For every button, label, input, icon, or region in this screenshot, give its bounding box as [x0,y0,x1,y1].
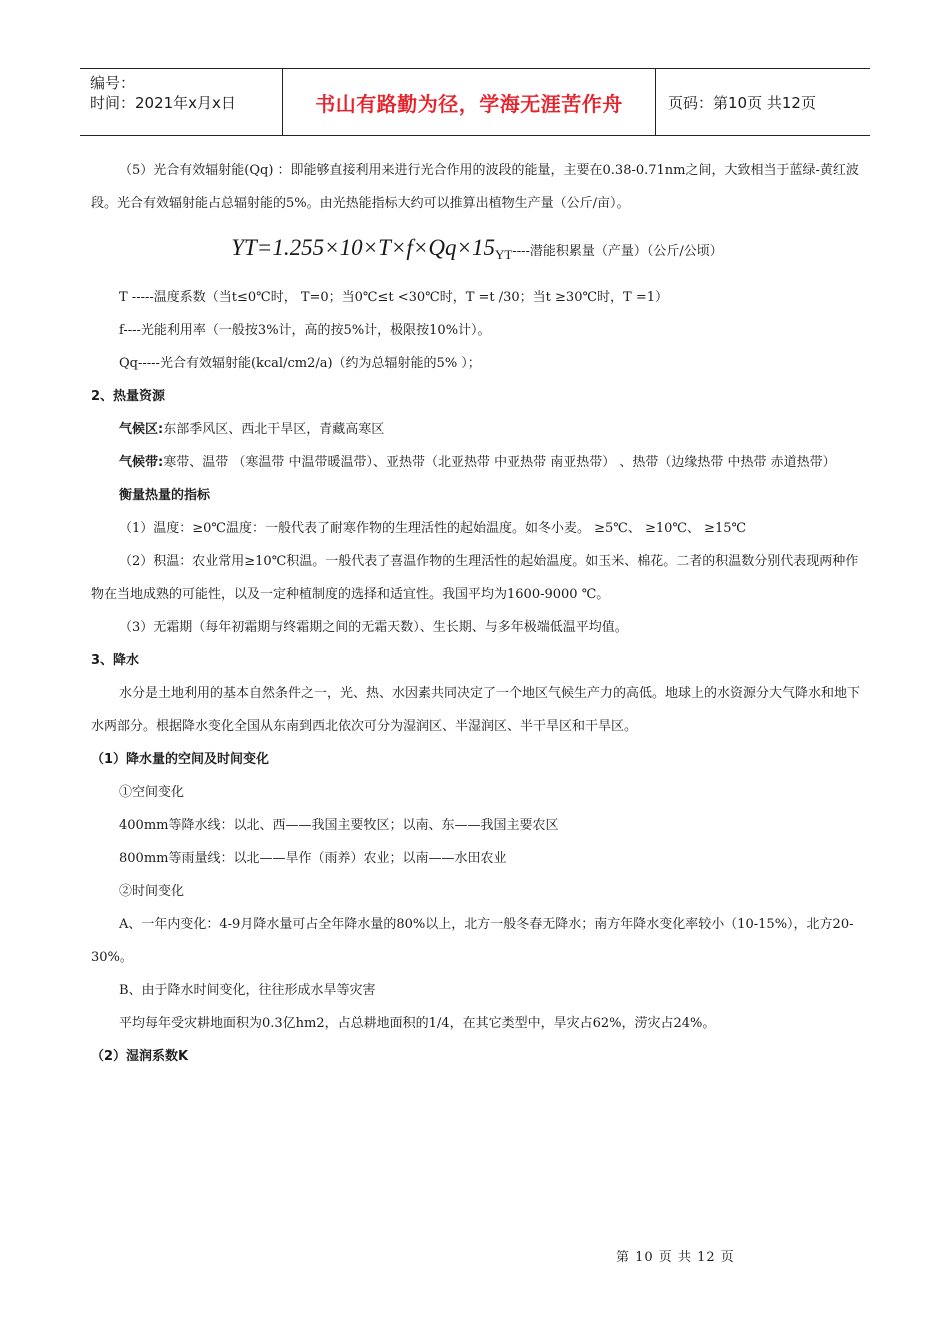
precipitation-intro: 水分是土地利用的基本自然条件之一，光、热、水因素共同决定了一个地区气候生产力的高低。地球上的水资源分大气降水和地下水两部分。根据降水变化全国从东南到西北依次可分为湿润区、半湿润区、半干旱区和干旱区。 [91,686,861,734]
page-footer: 第 10 页 共 12 页 [616,1250,735,1265]
f-definition: f----光能利用率（一般按3%计，高的按5%计，极限按10%计）。 [119,323,491,338]
climate-belt-label: 气候带: [119,455,164,470]
motto: 书山有路勤为径，学海无涯苦作舟 [282,69,656,135]
measure-frost-free: （3）无霜期（每年初霜期与终霜期之间的无霜天数）、生长期、与多年极端低温平均值。 [119,620,628,635]
header-table [80,68,870,136]
annual-variation: A、一年内变化：4-9月降水量可占全年降水量的80%以上，北方一般冬春无降水；南方年降水变化率较小（10-15%），北方20-30%。 [91,917,854,965]
paragraph-par: （5）光合有效辐射能(Qq) ：即能够直接利用来进行光合作用的波段的能量，主要在0.38-0.71nm之间，大致相当于蓝绿-黄红波段。光合有效辐射能占总辐射能的5%。由光热能指标大约可以推算出植物生产量（公斤/亩）。 [91,163,859,211]
heading-precipitation: 3、降水 [91,653,140,668]
climate-zone-label: 气候区: [119,422,164,437]
climate-zone-text: 东部季风区、西北干旱区，青藏高寒区 [163,422,385,437]
formula-subscript: YT [494,247,513,262]
time-label: 时间：2021年x月x日 [90,94,236,112]
climate-belt-text: 寒带、温带 （寒温带 中温带暖温带）、亚热带（北亚热带 中亚热带 南亚热带） 、热带（边缘热带 中热带 赤道热带） [163,455,836,470]
measure-accumulated-temp: （2）积温：农业常用≥10℃积温。一般代表了喜温作物的生理活性的起始温度。如玉米、棉花。二者的积温数分别代表现两种作物在当地成熟的可能性，以及一定种植制度的选择和适宜性。我国平均为1600-9000 ℃。 [91,554,859,602]
measure-temperature: （1）温度：≥0℃温度：一般代表了耐寒作物的生理活性的起始温度。如冬小麦。 ≥5℃、 ≥10℃、 ≥15℃ [119,521,747,536]
isohyet-800: 800mm等雨量线：以北——旱作（雨养）农业；以南——水田农业 [119,851,507,866]
document-body [91,154,863,1073]
climate-belt-line [91,446,863,479]
disaster-note: B、由于降水时间变化，往往形成水旱等灾害 [119,983,376,998]
climate-zone-line [91,413,863,446]
heading-rain-variation: （1）降水量的空间及时间变化 [91,752,270,767]
heading-heat-resources: 2、热量资源 [91,389,166,404]
isohyet-400: 400mm等降水线：以北、西——我国主要牧区；以南、东——我国主要农区 [119,818,559,833]
disaster-statistics: 平均每年受灾耕地面积为0.3亿hm2，占总耕地面积的1/4，在其它类型中，旱灾占62%，涝灾占24%。 [119,1016,716,1031]
number-label: 编号： [90,74,136,92]
yield-formula [91,222,863,281]
formula-description: ----潜能积累量（产量）（公斤/公顷） [512,244,723,259]
temporal-variation: ②时间变化 [119,884,185,899]
header-left-cell [80,69,282,135]
formula-expression: YT=1.255×10×T×f×Qq×15 [231,235,495,260]
t-definition: T -----温度系数（当t≤0℃时， T=0；当0℃≤t <30℃时，T =t /30；当t ≥30℃时，T =1） [119,290,668,305]
page-label: 页码：第10页 共12页 [668,93,816,112]
qq-definition: Qq-----光合有效辐射能(kcal/cm2/a)（约为总辐射能的5% ）； [119,356,481,371]
spatial-variation: ①空间变化 [119,785,185,800]
heading-humidity-index: （2）湿润系数K [91,1049,189,1064]
heading-heat-measures: 衡量热量的指标 [119,488,211,503]
